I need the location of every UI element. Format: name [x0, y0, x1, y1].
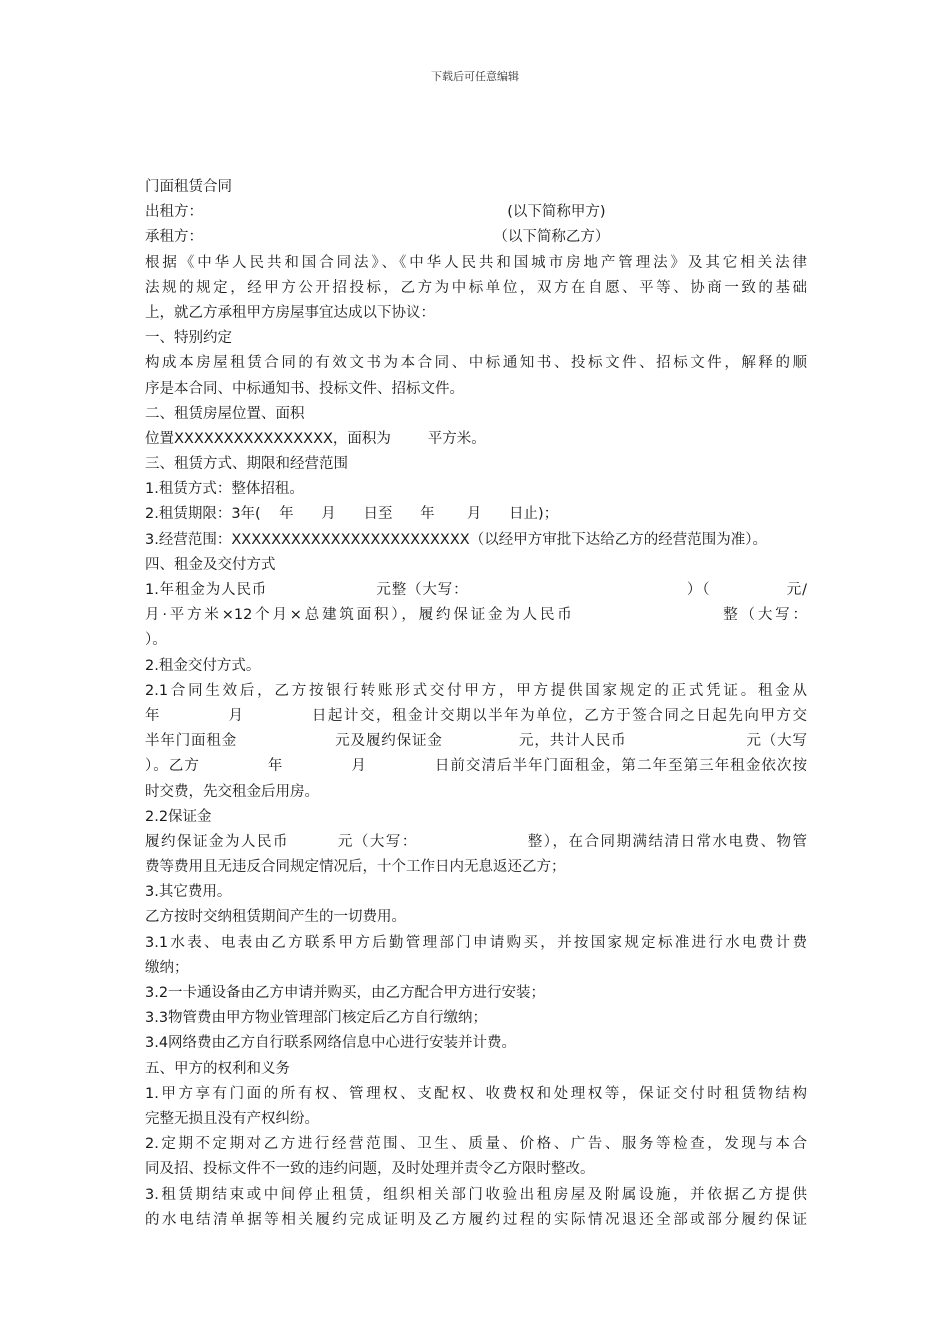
- section-heading: 五、甲方的权利和义务: [145, 1060, 290, 1077]
- text-line: 费等费用且无违反合同规定情况后，十个工作日内无息返还乙方；: [145, 859, 566, 876]
- text-line: 序是本合同、中标通知书、投标文件、招标文件。: [145, 380, 464, 397]
- text-line: 2.租赁期限：3年( 年 月 日至 年 月 日止)；: [145, 506, 559, 523]
- contract-body: [145, 175, 807, 1233]
- text-line: 同及招、投标文件不一致的违约问题，及时处理并责令乙方限时整改。: [145, 1161, 595, 1178]
- text-line: 法规的规定，经甲方公开招投标，乙方为中标单位，双方在自愿、平等、协商一致的基础: [145, 279, 807, 296]
- section-heading: 一、特别约定: [145, 330, 232, 347]
- text-line: 2.定期不定期对乙方进行经营范围、卫生、质量、价格、广告、服务等检查，发现与本合: [145, 1136, 807, 1153]
- text-line: 3.租赁期结束或中间停止租赁，组织相关部门收验出租房屋及附属设施，并依据乙方提供: [145, 1186, 807, 1203]
- text-line: 半年门面租金 元及履约保证金 元，共计人民币 元（大写: [145, 733, 807, 750]
- section-heading: 四、租金及交付方式: [145, 556, 276, 573]
- text-line: 月·平方米×12个月×总建筑面积），履约保证金为人民币 整（大写：: [145, 607, 807, 624]
- text-line: 2.租金交付方式。: [145, 657, 261, 674]
- text-line: 2.1合同生效后，乙方按银行转账形式交付甲方，甲方提供国家规定的正式凭证。租金从: [145, 682, 807, 699]
- text-line: 1.租赁方式：整体招租。: [145, 481, 304, 498]
- text-line: 2.2保证金: [145, 808, 212, 825]
- text-line: 构成本房屋租赁合同的有效文书为本合同、中标通知书、投标文件、招标文件，解释的顺: [145, 355, 807, 372]
- text-line: 根据《中华人民共和国合同法》、《中华人民共和国城市房地产管理法》及其它相关法律: [145, 254, 807, 271]
- text-line: 1.甲方享有门面的所有权、管理权、支配权、收费权和处理权等，保证交付时租赁物结构: [145, 1085, 807, 1102]
- text-line: 3.经营范围：XXXXXXXXXXXXXXXXXXXXXXXX（以经甲方审批下达给乙方的经营范围为准）。: [145, 531, 767, 548]
- section-heading: 三、租赁方式、期限和经营范围: [145, 456, 348, 473]
- text-line: 位置XXXXXXXXXXXXXXXX，面积为 平方米。: [145, 430, 486, 447]
- text-line: 3.3物管费由甲方物业管理部门核定后乙方自行缴纳；: [145, 1010, 488, 1027]
- text-line: 缴纳；: [145, 959, 189, 976]
- text-line: 上，就乙方承租甲方房屋事宜达成以下协议：: [145, 304, 435, 321]
- text-line: 3.其它费用。: [145, 884, 232, 901]
- text-line: 3.4网络费由乙方自行联系网络信息中心进行安装并计费。: [145, 1035, 517, 1052]
- text-line: 履约保证金为人民币 元（大写： 整），在合同期满结清日常水电费、物管: [145, 833, 807, 850]
- text-line: 的水电结清单据等相关履约完成证明及乙方履约过程的实际情况退还全部或部分履约保证: [145, 1211, 807, 1228]
- text-line: ）。: [145, 632, 167, 649]
- text-line: 1.年租金为人民币 元整（大写： ）（ 元/: [145, 582, 807, 598]
- section-heading: 二、租赁房屋位置、面积: [145, 405, 305, 422]
- text-line: ）。乙方 年 月 日前交清后半年门面租金，第二年至第三年租金依次按: [145, 758, 807, 775]
- text-line: 时交费，先交租金后用房。: [145, 783, 319, 800]
- doc-title: 门面租赁合同: [145, 179, 232, 195]
- lessee-line: 承租方： （以下简称乙方）: [145, 229, 610, 246]
- text-line: 3.1水表、电表由乙方联系甲方后勤管理部门申请购买，并按国家规定标准进行水电费计费: [145, 934, 807, 951]
- text-line: 完整无损且没有产权纠纷。: [145, 1110, 319, 1127]
- text-line: 年 月 日起计交，租金计交期以半年为单位，乙方于签合同之日起先向甲方交: [145, 707, 807, 724]
- text-line: 3.2一卡通设备由乙方申请并购买，由乙方配合甲方进行安装；: [145, 985, 546, 1001]
- lessor-line: 出租方： (以下简称甲方): [145, 204, 606, 221]
- text-line: 乙方按时交纳租赁期间产生的一切费用。: [145, 909, 406, 926]
- page-header: 下载后可任意编辑: [431, 70, 519, 83]
